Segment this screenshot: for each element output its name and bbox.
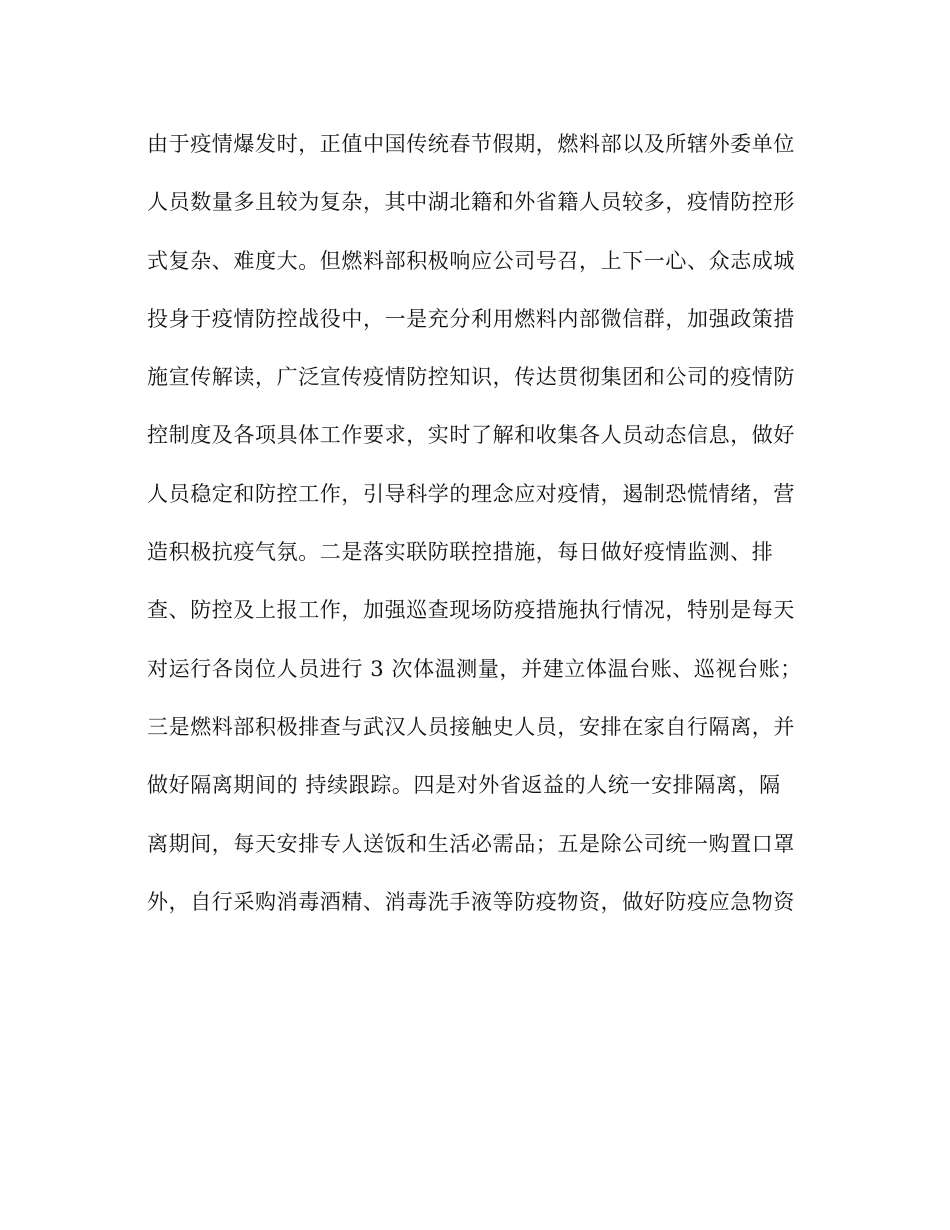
text-line: 对运行各岗位人员进行 3 次体温测量，并建立体温台账、巡视台账；: [147, 656, 802, 681]
text-line: 由于疫情爆发时，正值中国传统春节假期，燃料部以及所辖外委单位: [147, 132, 795, 156]
text-line: 离期间，每天安排专人送饭和生活必需品；五是除公司统一购置口罩: [147, 831, 795, 856]
text-line: 人员数量多且较为复杂，其中湖北籍和外省籍人员较多，疫情防控形: [147, 190, 795, 215]
body-text: [147, 124, 807, 940]
text-line: 做好隔离期间的 持续跟踪。四是对外省返益的人统一安排隔离，隔: [147, 773, 781, 798]
text-line: 查、防控及上报工作，加强巡查现场防疫措施执行情况，特别是每天: [147, 598, 795, 623]
text-line: 人员稳定和防控工作，引导科学的理念应对疫情，遏制恐慌情绪，营: [147, 481, 795, 506]
text-line: 式复杂、难度大。但燃料部积极响应公司号召，上下一心、众志成城: [147, 248, 795, 273]
text-line: 控制度及各项具体工作要求，实时了解和收集各人员动态信息，做好: [147, 423, 795, 448]
text-line: 三是燃料部积极排查与武汉人员接触史人员，安排在家自行隔离，并: [147, 714, 795, 739]
text-line: 造积极抗疫气氛。二是落实联防联控措施，每日做好疫情监测、排: [147, 540, 774, 565]
text-line: 投身于疫情防控战役中，一是充分利用燃料内部微信群，加强政策措: [147, 306, 795, 331]
text-line: 外，自行采购消毒酒精、消毒洗手液等防疫物资，做好防疫应急物资: [147, 889, 795, 914]
text-line: 施宣传解读，广泛宣传疫情防控知识，传达贯彻集团和公司的疫情防: [147, 365, 795, 390]
